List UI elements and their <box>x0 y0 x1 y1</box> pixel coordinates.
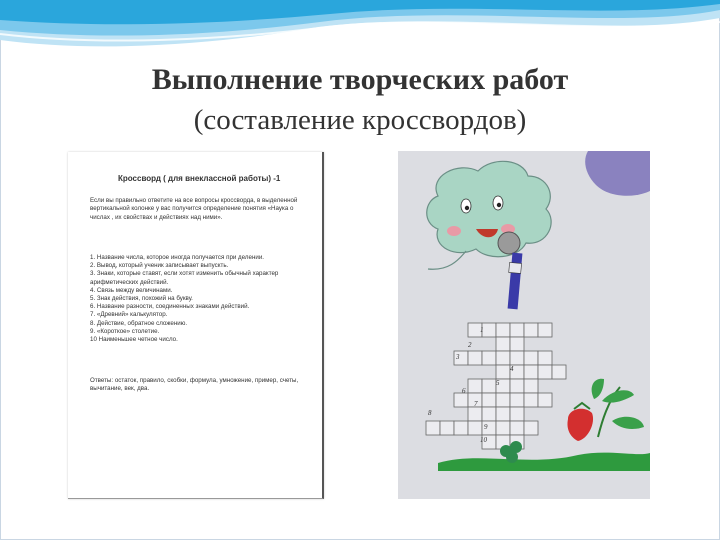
question-item: 4. Связь между величинами. <box>90 286 173 294</box>
question-item: 2. Вывод, который ученик записывает выпускть. <box>90 262 229 270</box>
crossword-number: 2 <box>468 341 472 349</box>
grass-drawing <box>438 453 650 471</box>
worksheet-answers: Ответы: остаток, правило, скобки, формула, умножение, пример, счеты, вычитание, век, два. <box>90 377 299 393</box>
crossword-number: 3 <box>456 353 460 361</box>
purple-blob <box>585 151 650 196</box>
crossword-number: 1 <box>480 326 484 334</box>
crossword-drawing <box>398 151 650 499</box>
crossword-number: 7 <box>474 400 478 408</box>
worksheet-questions <box>90 254 310 344</box>
worksheet-intro: Если вы правильно ответите на все вопросы кроссворда, в выделенной вертикальной колонке у вас получится определение понятия «Наука о числах , их свойствах и действиях над ними». <box>90 197 298 221</box>
cloud-face-drawing <box>427 161 551 269</box>
crossword-number: 5 <box>496 379 500 387</box>
slide-title: Выполнение творческих работ <box>151 63 569 96</box>
question-item: 7. «Древний» калькулятор. <box>90 311 168 319</box>
crossword-number: 8 <box>428 409 432 417</box>
strawberry-drawing <box>567 379 644 441</box>
crossword-number: 4 <box>510 365 514 373</box>
question-item: 1. Название числа, которое иногда получается при делении. <box>90 254 265 261</box>
question-item: 5. Знак действия, похожий на букву. <box>90 295 193 303</box>
question-item: 3. Знаки, которые ставят, если хотят изменить обычный характер арифметических действий. <box>90 270 279 286</box>
slide-title-block <box>0 62 720 138</box>
worksheet-title: Кроссворд ( для внеклассной работы) -1 <box>118 174 281 183</box>
crossword-number: 9 <box>484 423 488 431</box>
crossword-number: 6 <box>462 387 466 395</box>
question-item: 10 Наименьшее четное число. <box>90 336 178 344</box>
wave-header-decoration <box>0 0 720 70</box>
pen-drawing <box>498 232 522 309</box>
drawing-illustration <box>398 151 650 499</box>
question-item: 6. Название разности, соединенных знаками действий. <box>90 303 250 311</box>
question-item: 8. Действие, обратное сложению. <box>90 319 188 327</box>
crossword-worksheet <box>68 152 324 499</box>
question-item: 9. «Короткое» столетие. <box>90 327 160 335</box>
slide-subtitle: (составление кроссвордов) <box>193 104 527 136</box>
crossword-number: 10 <box>480 436 487 444</box>
